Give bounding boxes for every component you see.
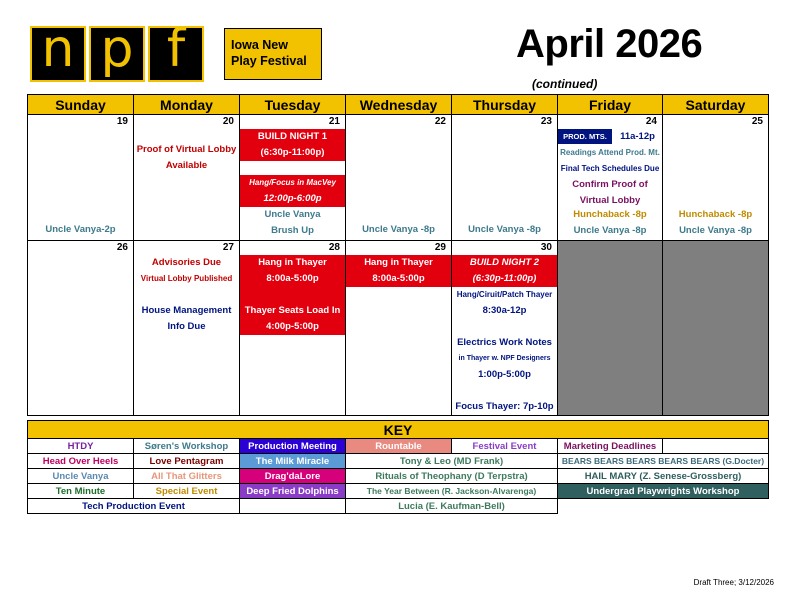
week-row-2: [28, 241, 769, 416]
event-label: Proof of Virtual Lobby: [136, 144, 237, 155]
day-cell-empty-sat: [663, 241, 769, 416]
event-label: 8:00a-5:00p: [346, 271, 451, 287]
event-label: Electrics Work Notes: [457, 337, 552, 348]
key-rituals: Rituals of Theophany (D Terpstra): [346, 469, 558, 484]
event-label: Uncle Vanya -8p: [468, 224, 541, 235]
event-label: House Management: [141, 305, 232, 316]
key-hail-mary: HAIL MARY (Z. Senese-Grossberg): [558, 469, 769, 484]
day-number: 27: [222, 242, 234, 253]
key-undergrad-workshop: Undergrad Playwrights Workshop: [558, 484, 769, 499]
event-label: Focus Thayer: 7p-10p: [455, 401, 554, 412]
key-ten-minute: Ten Minute: [28, 484, 134, 499]
page-subtitle: (continued): [532, 77, 598, 91]
prod-meeting-badge: PROD. MTS.: [558, 129, 612, 144]
event-label: Hang in Thayer: [346, 255, 451, 271]
key-legend: [27, 420, 769, 514]
event-label: Hunchaback -8p: [678, 209, 753, 220]
key-soren-workshop: Søren's Workshop: [134, 439, 240, 454]
event-label: 12:00p-6:00p: [240, 191, 345, 207]
event-label: Final Tech Schedules Due: [560, 164, 660, 173]
day-number: 28: [328, 242, 340, 253]
key-uncle-vanya: Uncle Vanya: [28, 469, 134, 484]
day-cell-20[interactable]: [134, 115, 240, 241]
key-love-pentagram: Love Pentagram: [134, 454, 240, 469]
day-number: 26: [116, 242, 128, 253]
festival-line-2: Play Festival: [231, 54, 307, 68]
key-marketing-deadlines: Marketing Deadlines: [558, 439, 663, 454]
event-label: (6:30p-11:00p): [452, 271, 557, 287]
weekday-thursday: Thursday: [452, 95, 558, 115]
day-cell-29[interactable]: [346, 241, 452, 416]
event-label: 8:00a-5:00p: [240, 271, 345, 287]
weekday-tuesday: Tuesday: [240, 95, 346, 115]
day-cell-28[interactable]: [240, 241, 346, 416]
event-label: 8:30a-12p: [482, 305, 527, 316]
key-dragdalore: Drag'daLore: [240, 469, 346, 484]
day-cell-empty-fri: [558, 241, 663, 416]
event-label: Hang/Ciruit/Patch Thayer: [456, 290, 553, 299]
festival-name: [224, 28, 322, 80]
event-label: Readings Attend Prod. Mt.: [560, 148, 660, 157]
event-label: Hang/Focus in MacVey: [240, 175, 345, 191]
day-cell-23[interactable]: [452, 115, 558, 241]
key-bears: BEARS BEARS BEARS BEARS BEARS (G.Docter): [558, 454, 769, 469]
day-number: 20: [222, 116, 234, 127]
key-lucia: Lucia (E. Kaufman-Bell): [346, 499, 558, 514]
event-fill: [240, 287, 345, 303]
event-label: 1:00p-5:00p: [478, 369, 531, 380]
day-number: 29: [434, 242, 446, 253]
key-tony-leo: Tony & Leo (MD Frank): [346, 454, 558, 469]
weekday-friday: Friday: [558, 95, 663, 115]
weekday-saturday: Saturday: [663, 95, 769, 115]
key-festival-event: Festival Event: [452, 439, 558, 454]
day-cell-25[interactable]: [663, 115, 769, 241]
day-cell-21[interactable]: [240, 115, 346, 241]
key-deep-fried-dolphins: Deep Fried Dolphins: [240, 484, 346, 499]
event-label: (6:30p-11:00p): [240, 145, 345, 161]
weekday-wednesday: Wednesday: [346, 95, 452, 115]
event-label: in Thayer w. NPF Designers: [458, 355, 551, 362]
draft-note: Draft Three; 3/12/2026: [693, 578, 774, 587]
event-label: Uncle Vanya-2p: [45, 224, 116, 235]
key-production-meeting: Production Meeting: [240, 439, 346, 454]
event-label: BUILD NIGHT 2: [452, 255, 557, 271]
event-label: Virtual Lobby Published: [140, 274, 233, 283]
day-number: 24: [645, 116, 657, 127]
week-row-1: [28, 115, 769, 241]
key-year-between: The Year Between (R. Jackson-Alvarenga): [346, 484, 558, 499]
weekday-sunday: Sunday: [28, 95, 134, 115]
key-empty: [240, 499, 346, 514]
key-empty: [663, 439, 769, 454]
day-cell-24[interactable]: [558, 115, 663, 241]
event-label: Brush Up: [271, 225, 314, 236]
npf-logo: [30, 19, 207, 82]
day-number: 21: [328, 116, 340, 127]
day-number: 19: [116, 116, 128, 127]
event-label: Advisories Due: [151, 257, 222, 268]
day-cell-27[interactable]: [134, 241, 240, 416]
day-number: 22: [434, 116, 446, 127]
day-number: 30: [540, 242, 552, 253]
day-cell-26[interactable]: [28, 241, 134, 416]
event-label: BUILD NIGHT 1: [240, 129, 345, 145]
day-number: 23: [540, 116, 552, 127]
logo-letter-p: p: [89, 26, 145, 82]
event-label: Uncle Vanya -8p: [362, 224, 435, 235]
day-cell-30[interactable]: [452, 241, 558, 416]
event-label: Hang in Thayer: [240, 255, 345, 271]
key-all-that-glitters: All That Glitters: [134, 469, 240, 484]
event-label: Virtual Lobby: [579, 195, 641, 206]
logo-letter-n: n: [30, 26, 86, 82]
key-htdy: HTDY: [28, 439, 134, 454]
logo-letter-f: f: [148, 26, 204, 82]
event-label: Hunchaback -8p: [573, 209, 647, 220]
event-label: Uncle Vanya -8p: [679, 225, 752, 236]
day-cell-19[interactable]: [28, 115, 134, 241]
event-label: Uncle Vanya -8p: [573, 225, 647, 236]
day-cell-22[interactable]: [346, 115, 452, 241]
key-milk-miracle: The Milk Miracle: [240, 454, 346, 469]
key-title: KEY: [28, 421, 769, 439]
key-blank: [558, 499, 769, 514]
key-head-over-heels: Head Over Heels: [28, 454, 134, 469]
day-number: 25: [751, 116, 763, 127]
key-tech-production-event: Tech Production Event: [28, 499, 240, 514]
event-label: 4:00p-5:00p: [240, 319, 345, 335]
key-special-event: Special Event: [134, 484, 240, 499]
page-title: April 2026: [516, 22, 703, 66]
event-label: Confirm Proof of: [572, 179, 648, 190]
event-label: Thayer Seats Load In: [240, 303, 345, 319]
event-label: Uncle Vanya: [264, 209, 321, 220]
festival-line-1: Iowa New: [231, 38, 288, 52]
weekday-header-row: [28, 95, 769, 115]
weekday-monday: Monday: [134, 95, 240, 115]
event-label: 11a-12p: [620, 131, 655, 142]
event-label: Available: [165, 160, 208, 171]
event-label: Info Due: [167, 321, 206, 332]
key-rountable: Rountable: [346, 439, 452, 454]
calendar-grid: [27, 94, 769, 416]
